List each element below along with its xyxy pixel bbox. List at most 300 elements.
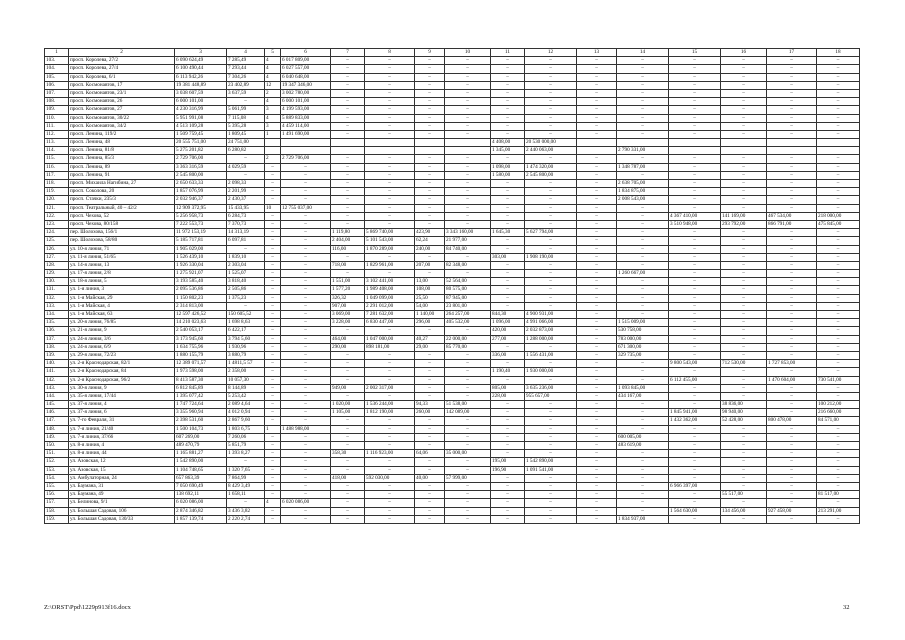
value-cell: 1 165 881,27 <box>175 450 227 458</box>
value-cell: 1 093 845,00 <box>617 384 669 392</box>
value-cell: 4 012 0,94 <box>227 409 265 417</box>
value-cell: 6 812 845,89 <box>175 384 227 392</box>
value-cell: – <box>415 417 445 425</box>
value-cell: – <box>767 474 817 482</box>
value-cell: – <box>577 507 617 515</box>
value-cell: 329 735,00 <box>617 351 669 359</box>
value-cell: 87 945,00 <box>445 294 491 302</box>
value-cell: 1 275 921,07 <box>175 270 227 278</box>
value-cell: 38 836,00 <box>721 401 767 409</box>
value-cell: – <box>265 253 281 261</box>
value-cell: – <box>817 73 860 81</box>
value-cell: 7 115,08 <box>227 114 265 122</box>
value-cell: – <box>617 450 669 458</box>
value-cell: – <box>445 458 491 466</box>
value-cell: – <box>669 351 721 359</box>
value-cell: 51 538,00 <box>445 401 491 409</box>
value-cell: – <box>817 155 860 163</box>
value-cell: 5 185 717,81 <box>175 237 227 245</box>
value-cell: – <box>265 163 281 171</box>
value-cell: – <box>491 376 525 384</box>
value-cell <box>265 147 281 155</box>
value-cell <box>617 139 669 147</box>
value-cell: – <box>817 253 860 261</box>
value-cell: – <box>817 89 860 97</box>
value-cell: – <box>577 360 617 368</box>
value-cell: – <box>817 98 860 106</box>
address-cell: ул. Белинова, 9/1 <box>69 499 175 507</box>
value-cell: 19 381 448,89 <box>175 81 227 89</box>
value-cell: – <box>331 417 365 425</box>
value-cell: 6 000 101,00 <box>175 98 227 106</box>
value-cell: 4 199 593,00 <box>281 106 331 114</box>
value-cell: – <box>415 491 445 499</box>
value-cell: – <box>365 515 415 523</box>
value-cell: – <box>491 261 525 269</box>
value-cell: – <box>281 237 331 245</box>
address-cell: ул. Большая Садовая, 130/33 <box>69 515 175 523</box>
row-number-cell: 134. <box>45 311 69 319</box>
value-cell: – <box>721 180 767 188</box>
value-cell: – <box>617 376 669 384</box>
value-cell: – <box>281 180 331 188</box>
table-row <box>45 335 860 343</box>
value-cell: – <box>415 114 445 122</box>
value-cell: – <box>281 196 331 204</box>
value-cell: 898 181,00 <box>365 343 415 351</box>
value-cell <box>767 139 817 147</box>
value-cell: – <box>491 245 525 253</box>
value-cell: – <box>669 106 721 114</box>
value-cell: – <box>331 171 365 179</box>
value-cell: 1 491 690,00 <box>281 130 331 138</box>
value-cell: – <box>669 425 721 433</box>
value-cell: – <box>767 130 817 138</box>
value-cell: 216 660,00 <box>817 409 860 417</box>
value-cell: – <box>669 458 721 466</box>
address-cell: ул. 2-я Краснодарская, 82/1 <box>69 360 175 368</box>
value-cell: – <box>525 65 577 73</box>
value-cell: – <box>445 392 491 400</box>
value-cell: 52 428,00 <box>721 417 767 425</box>
table-row <box>45 98 860 106</box>
table-row <box>45 114 860 122</box>
value-cell: – <box>281 417 331 425</box>
table-row <box>45 261 860 269</box>
value-cell: – <box>767 163 817 171</box>
table-row <box>45 474 860 482</box>
value-cell: – <box>767 188 817 196</box>
value-cell: 7 222 553,73 <box>175 220 227 228</box>
table-row <box>45 253 860 261</box>
address-cell: пер. Шолохова, 156/1 <box>69 229 175 237</box>
value-cell: – <box>721 368 767 376</box>
value-cell: 2 008 543,00 <box>617 196 669 204</box>
table-row <box>45 81 860 89</box>
value-cell: – <box>817 433 860 441</box>
value-cell: – <box>265 196 281 204</box>
value-cell: – <box>767 499 817 507</box>
value-cell: – <box>817 270 860 278</box>
value-cell: – <box>617 81 669 89</box>
value-cell: – <box>669 433 721 441</box>
value-cell: – <box>281 515 331 523</box>
value-cell: – <box>445 163 491 171</box>
row-number-cell: 144. <box>45 392 69 400</box>
value-cell: 2 098,33 <box>227 180 265 188</box>
value-cell: – <box>577 499 617 507</box>
value-cell: – <box>265 171 281 179</box>
value-cell: – <box>445 351 491 359</box>
value-cell: – <box>721 130 767 138</box>
table-row <box>45 270 860 278</box>
value-cell: – <box>669 335 721 343</box>
value-cell: – <box>767 155 817 163</box>
value-cell: – <box>577 417 617 425</box>
value-cell: 1 105,00 <box>331 409 365 417</box>
value-cell: – <box>817 106 860 114</box>
value-cell: – <box>365 327 415 335</box>
address-cell: ул. Баумана, 49 <box>69 491 175 499</box>
value-cell: 23 402,89 <box>227 81 265 89</box>
value-cell: – <box>721 458 767 466</box>
value-cell: 1 047 000,00 <box>365 335 415 343</box>
value-cell: – <box>617 278 669 286</box>
value-cell: – <box>365 442 415 450</box>
table-row <box>45 351 860 359</box>
value-cell: 657 863,39 <box>175 474 227 482</box>
table-row <box>45 188 860 196</box>
value-cell: – <box>281 220 331 228</box>
value-cell: – <box>767 409 817 417</box>
value-cell: – <box>331 351 365 359</box>
value-cell: – <box>577 98 617 106</box>
value-cell: 1 320 7,65 <box>227 466 265 474</box>
value-cell: – <box>281 401 331 409</box>
value-cell: 1 096,00 <box>491 319 525 327</box>
value-cell: – <box>281 360 331 368</box>
value-cell: – <box>669 57 721 65</box>
value-cell: 12 <box>265 81 281 89</box>
value-cell: – <box>577 482 617 490</box>
address-cell: ул. Большая Садовая, 106 <box>69 507 175 515</box>
table-row <box>45 466 860 474</box>
value-cell: – <box>525 89 577 97</box>
value-cell: – <box>265 401 281 409</box>
value-cell: – <box>331 180 365 188</box>
value-cell: 29,00 <box>415 343 445 351</box>
table-header-row <box>45 49 860 57</box>
value-cell: 7 050 690,49 <box>175 482 227 490</box>
value-cell: – <box>577 302 617 310</box>
value-cell: 12 909 372,95 <box>175 204 227 212</box>
value-cell: 134 456,00 <box>721 507 767 515</box>
value-cell: – <box>767 81 817 89</box>
value-cell: 1 857 076,99 <box>175 188 227 196</box>
value-cell: – <box>817 57 860 65</box>
value-cell <box>365 139 415 147</box>
value-cell: 1 395 077,42 <box>175 392 227 400</box>
value-cell: 12 755 037,00 <box>281 204 331 212</box>
value-cell: – <box>721 196 767 204</box>
value-cell: 296,00 <box>415 319 445 327</box>
value-cell: – <box>265 409 281 417</box>
value-cell: – <box>577 73 617 81</box>
value-cell: – <box>525 57 577 65</box>
address-cell: ул. 7-я линия, 21/40 <box>69 425 175 433</box>
value-cell: – <box>445 204 491 212</box>
value-cell: – <box>227 499 265 507</box>
value-cell: – <box>491 360 525 368</box>
footer-file-path: Z:\ORST\Ppd\1229p913f16.docx <box>44 604 131 611</box>
column-header: 13 <box>577 49 617 57</box>
value-cell: – <box>281 253 331 261</box>
value-cell: 4 991 066,00 <box>525 319 577 327</box>
value-cell: 1 190,40 <box>491 368 525 376</box>
value-cell: – <box>617 482 669 490</box>
value-cell: 475 845,00 <box>817 220 860 228</box>
value-cell: 2 314 813,00 <box>175 302 227 310</box>
value-cell: – <box>365 392 415 400</box>
value-cell: 100 212,00 <box>817 401 860 409</box>
value-cell: 3 002 780,00 <box>281 89 331 97</box>
value-cell: – <box>767 327 817 335</box>
value-cell: – <box>617 401 669 409</box>
value-cell: 607 269,00 <box>175 433 227 441</box>
value-cell: 52 564,00 <box>445 278 491 286</box>
value-cell: – <box>817 368 860 376</box>
value-cell: – <box>525 188 577 196</box>
value-cell: – <box>365 57 415 65</box>
value-cell: – <box>669 278 721 286</box>
value-cell: – <box>281 311 331 319</box>
value-cell: – <box>617 98 669 106</box>
value-cell: 2 729 706,00 <box>281 155 331 163</box>
value-cell: – <box>721 155 767 163</box>
value-cell: – <box>767 401 817 409</box>
value-cell: 405 532,00 <box>445 319 491 327</box>
address-cell: ул. 29-я линия, 72/23 <box>69 351 175 359</box>
value-cell: – <box>817 229 860 237</box>
value-cell: – <box>281 245 331 253</box>
value-cell: – <box>577 278 617 286</box>
value-cell: – <box>669 171 721 179</box>
value-cell: – <box>281 188 331 196</box>
table-row <box>45 89 860 97</box>
value-cell: – <box>491 212 525 220</box>
value-cell: – <box>721 327 767 335</box>
address-cell: ул. 17-я линия, 2/8 <box>69 270 175 278</box>
value-cell: 336,00 <box>491 351 525 359</box>
value-cell: – <box>445 466 491 474</box>
value-cell: – <box>265 278 281 286</box>
value-cell: – <box>365 130 415 138</box>
value-cell: – <box>281 442 331 450</box>
value-cell: – <box>617 286 669 294</box>
address-cell: ул. 24-я линия, 3/6 <box>69 335 175 343</box>
value-cell: – <box>669 253 721 261</box>
value-cell: – <box>817 188 860 196</box>
value-cell: 2 201,99 <box>227 188 265 196</box>
value-cell: – <box>331 327 365 335</box>
value-cell: – <box>491 196 525 204</box>
value-cell: – <box>445 57 491 65</box>
table-row <box>45 196 860 204</box>
value-cell: – <box>445 499 491 507</box>
value-cell: – <box>669 384 721 392</box>
address-cell: пер. Шолохова, 58/80 <box>69 237 175 245</box>
value-cell: – <box>415 57 445 65</box>
value-cell: – <box>265 311 281 319</box>
table-row <box>45 278 860 286</box>
row-number-cell: 145. <box>45 401 69 409</box>
value-cell: – <box>281 335 331 343</box>
value-cell: – <box>721 253 767 261</box>
value-cell: 138 692,11 <box>175 491 227 499</box>
value-cell: – <box>415 196 445 204</box>
table-row <box>45 433 860 441</box>
address-cell: ул. 1-я Майская, 29 <box>69 294 175 302</box>
value-cell: – <box>491 89 525 97</box>
value-cell: – <box>365 466 415 474</box>
value-cell: 40,00 <box>415 474 445 482</box>
value-cell: 12 389 071,57 <box>175 360 227 368</box>
column-header: 9 <box>415 49 445 57</box>
value-cell: – <box>767 196 817 204</box>
value-cell: – <box>331 482 365 490</box>
value-cell: 730 541,00 <box>817 376 860 384</box>
value-cell: – <box>721 204 767 212</box>
value-cell: – <box>669 204 721 212</box>
row-number-cell: 109. <box>45 106 69 114</box>
value-cell: 530 758,00 <box>617 327 669 335</box>
value-cell: – <box>491 204 525 212</box>
value-cell: 5 951 991,08 <box>175 114 227 122</box>
value-cell: 1 542 890,00 <box>175 458 227 466</box>
value-cell: 3 038 607,59 <box>175 89 227 97</box>
value-cell: – <box>525 204 577 212</box>
value-cell: – <box>669 237 721 245</box>
value-cell: – <box>281 491 331 499</box>
value-cell: – <box>281 229 331 237</box>
value-cell: – <box>281 163 331 171</box>
value-cell: – <box>617 114 669 122</box>
value-cell: – <box>265 180 281 188</box>
value-cell: – <box>617 229 669 237</box>
value-cell: – <box>331 442 365 450</box>
value-cell: – <box>265 261 281 269</box>
value-cell: 907,00 <box>331 302 365 310</box>
value-cell: – <box>265 482 281 490</box>
value-cell: 1 834 875,00 <box>617 188 669 196</box>
value-cell: – <box>669 286 721 294</box>
value-cell: – <box>445 188 491 196</box>
value-cell: 84 571,00 <box>817 417 860 425</box>
value-cell: 6 027 557,00 <box>281 65 331 73</box>
value-cell: – <box>281 351 331 359</box>
value-cell: – <box>525 482 577 490</box>
value-cell: – <box>577 327 617 335</box>
row-number-cell: 156. <box>45 491 69 499</box>
value-cell: – <box>721 499 767 507</box>
value-cell: – <box>577 253 617 261</box>
value-cell: – <box>721 278 767 286</box>
value-cell: 1 525,07 <box>227 270 265 278</box>
value-cell: – <box>721 171 767 179</box>
column-header: 14 <box>617 49 669 57</box>
value-cell: 22 000,00 <box>445 335 491 343</box>
value-cell: 5 889 833,00 <box>281 114 331 122</box>
address-cell: ул. Азовская, 15 <box>69 466 175 474</box>
value-cell: – <box>721 311 767 319</box>
value-cell: – <box>415 270 445 278</box>
value-cell: – <box>577 171 617 179</box>
value-cell <box>365 147 415 155</box>
address-cell: ул. Азовская, 12 <box>69 458 175 466</box>
row-number-cell: 127. <box>45 253 69 261</box>
value-cell: – <box>491 220 525 228</box>
value-cell: – <box>491 294 525 302</box>
value-cell: – <box>767 343 817 351</box>
value-cell: – <box>577 491 617 499</box>
address-cell: ул. 7-го Февраля, 31 <box>69 417 175 425</box>
value-cell: 1 393 8,27 <box>227 450 265 458</box>
value-cell: – <box>577 409 617 417</box>
row-number-cell: 132. <box>45 294 69 302</box>
value-cell: 3 436 3,82 <box>227 507 265 515</box>
value-cell: 218 000,00 <box>817 212 860 220</box>
value-cell: – <box>365 360 415 368</box>
value-cell: – <box>721 335 767 343</box>
value-cell: – <box>491 106 525 114</box>
row-number-cell: 124. <box>45 229 69 237</box>
value-cell: 2 790 331,00 <box>617 147 669 155</box>
column-header: 3 <box>175 49 227 57</box>
address-cell: ул. 8-я линия, 44 <box>69 450 175 458</box>
value-cell: 483 619,00 <box>617 442 669 450</box>
value-cell: – <box>525 114 577 122</box>
value-cell: 4 <box>265 73 281 81</box>
value-cell: – <box>281 294 331 302</box>
value-cell: – <box>577 196 617 204</box>
value-cell: – <box>817 319 860 327</box>
value-cell: 2 638 705,00 <box>617 180 669 188</box>
row-number-cell: 140. <box>45 360 69 368</box>
value-cell: 24 751,00 <box>227 139 265 147</box>
value-cell: – <box>365 458 415 466</box>
value-cell: – <box>491 343 525 351</box>
address-cell: просп. Ленина, 85/3 <box>69 155 175 163</box>
value-cell: 7 864,99 <box>227 474 265 482</box>
value-cell: 14 210 023,63 <box>175 319 227 327</box>
row-number-cell: 137. <box>45 335 69 343</box>
value-cell: – <box>415 482 445 490</box>
table-row <box>45 491 860 499</box>
value-cell: – <box>265 327 281 335</box>
value-cell: – <box>817 237 860 245</box>
value-cell: – <box>265 335 281 343</box>
value-cell: 3 102 441,00 <box>365 278 415 286</box>
value-cell: – <box>445 515 491 523</box>
value-cell: – <box>669 302 721 310</box>
address-cell: просп. Театральный, 40 – 42/2 <box>69 204 175 212</box>
table-row <box>45 384 860 392</box>
address-cell: ул. 8-я линия, 4 <box>69 442 175 450</box>
address-cell: ул. 20-я линия, 76/85 <box>69 319 175 327</box>
value-cell: 418,00 <box>331 474 365 482</box>
value-cell: – <box>817 499 860 507</box>
value-cell: – <box>445 327 491 335</box>
